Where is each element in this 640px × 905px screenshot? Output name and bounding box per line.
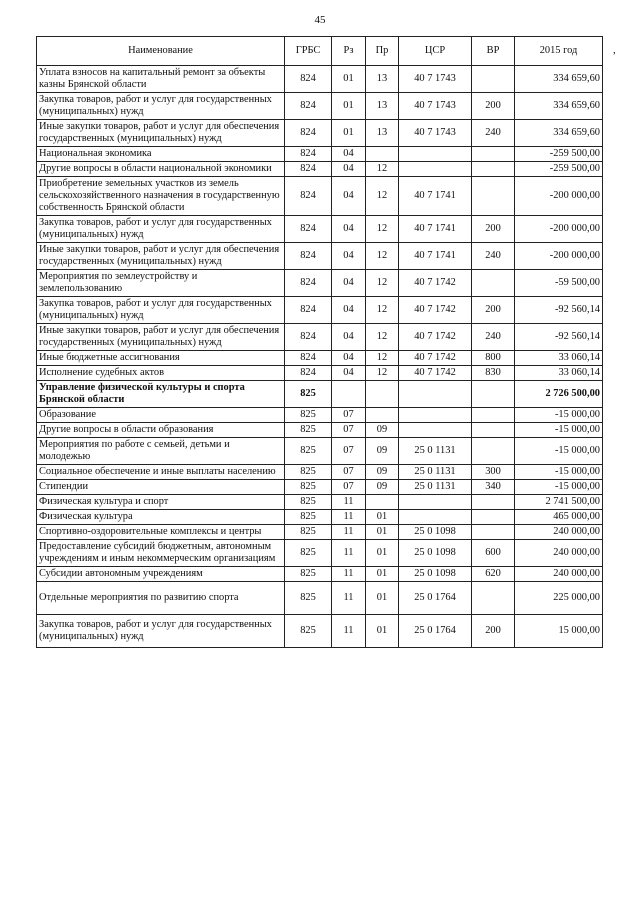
- cell-amount: -15 000,00: [515, 438, 603, 465]
- cell-rz: 04: [332, 351, 366, 366]
- cell-rz: 07: [332, 423, 366, 438]
- table-row: [37, 525, 603, 540]
- table-row: [37, 93, 603, 120]
- cell-grbs: 825: [285, 480, 332, 495]
- cell-csr: 25 0 1098: [399, 567, 472, 582]
- cell-rz: 11: [332, 510, 366, 525]
- cell-name: Физическая культура и спорт: [37, 495, 285, 510]
- cell-amount: -15 000,00: [515, 465, 603, 480]
- cell-vr: 200: [472, 615, 515, 648]
- cell-vr: [472, 438, 515, 465]
- cell-rz: [332, 381, 366, 408]
- cell-amount: 240 000,00: [515, 525, 603, 540]
- cell-csr: [399, 162, 472, 177]
- cell-vr: 300: [472, 465, 515, 480]
- cell-vr: 340: [472, 480, 515, 495]
- cell-amount: -200 000,00: [515, 177, 603, 216]
- cell-vr: [472, 495, 515, 510]
- budget-table: [36, 36, 603, 648]
- cell-csr: [399, 408, 472, 423]
- cell-grbs: 825: [285, 567, 332, 582]
- cell-pr: 12: [366, 324, 399, 351]
- cell-amount: 225 000,00: [515, 582, 603, 615]
- cell-name: Стипендии: [37, 480, 285, 495]
- header-name: Наименование: [37, 37, 285, 66]
- cell-pr: 09: [366, 423, 399, 438]
- cell-csr: 40 7 1743: [399, 120, 472, 147]
- cell-rz: 04: [332, 147, 366, 162]
- cell-csr: 40 7 1743: [399, 93, 472, 120]
- cell-name: Уплата взносов на капитальный ремонт за объекты казны Брянской области: [37, 66, 285, 93]
- table-row: [37, 408, 603, 423]
- table-row: [37, 567, 603, 582]
- cell-name: Иные бюджетные ассигнования: [37, 351, 285, 366]
- cell-csr: [399, 147, 472, 162]
- cell-pr: 12: [366, 297, 399, 324]
- cell-pr: 12: [366, 243, 399, 270]
- cell-vr: [472, 162, 515, 177]
- cell-rz: 01: [332, 66, 366, 93]
- cell-vr: [472, 423, 515, 438]
- cell-rz: 04: [332, 366, 366, 381]
- cell-grbs: 825: [285, 438, 332, 465]
- cell-name: Закупка товаров, работ и услуг для государственных (муниципальных) нужд: [37, 615, 285, 648]
- table-row: [37, 243, 603, 270]
- cell-csr: 40 7 1742: [399, 270, 472, 297]
- cell-pr: 13: [366, 93, 399, 120]
- table-row: [37, 465, 603, 480]
- cell-name: Социальное обеспечение и иные выплаты населению: [37, 465, 285, 480]
- cell-pr: 01: [366, 615, 399, 648]
- cell-pr: 01: [366, 540, 399, 567]
- cell-pr: 12: [366, 162, 399, 177]
- cell-pr: [366, 408, 399, 423]
- cell-vr: 200: [472, 297, 515, 324]
- cell-amount: -200 000,00: [515, 243, 603, 270]
- cell-pr: 12: [366, 270, 399, 297]
- cell-name: Исполнение судебных актов: [37, 366, 285, 381]
- cell-vr: 200: [472, 93, 515, 120]
- cell-amount: -59 500,00: [515, 270, 603, 297]
- cell-grbs: 825: [285, 540, 332, 567]
- table-row: [37, 582, 603, 615]
- table-row: [37, 324, 603, 351]
- header-csr: ЦСР: [399, 37, 472, 66]
- cell-csr: 40 7 1742: [399, 297, 472, 324]
- cell-name: Мероприятия по работе с семьей, детьми и молодежью: [37, 438, 285, 465]
- cell-csr: 40 7 1741: [399, 216, 472, 243]
- cell-name: Предоставление субсидий бюджетным, автономным учреждениям и иным некоммерческим организациям: [37, 540, 285, 567]
- cell-csr: [399, 510, 472, 525]
- cell-amount: 334 659,60: [515, 120, 603, 147]
- cell-name: Иные закупки товаров, работ и услуг для обеспечения государственных (муниципальных) нужд: [37, 324, 285, 351]
- cell-grbs: 825: [285, 465, 332, 480]
- cell-vr: 240: [472, 324, 515, 351]
- cell-csr: 40 7 1742: [399, 366, 472, 381]
- cell-csr: [399, 381, 472, 408]
- cell-grbs: 825: [285, 495, 332, 510]
- table-row: [37, 381, 603, 408]
- cell-grbs: 824: [285, 366, 332, 381]
- cell-pr: 13: [366, 66, 399, 93]
- cell-rz: 11: [332, 495, 366, 510]
- cell-rz: 11: [332, 567, 366, 582]
- cell-rz: 11: [332, 525, 366, 540]
- margin-mark: ,: [613, 44, 616, 56]
- cell-grbs: 824: [285, 147, 332, 162]
- cell-amount: 33 060,14: [515, 351, 603, 366]
- cell-name: Закупка товаров, работ и услуг для государственных (муниципальных) нужд: [37, 297, 285, 324]
- cell-csr: 40 7 1742: [399, 324, 472, 351]
- cell-name: Образование: [37, 408, 285, 423]
- cell-amount: -92 560,14: [515, 324, 603, 351]
- cell-name: Приобретение земельных участков из земель сельскохозяйственного назначения в государственную собственность Брянской области: [37, 177, 285, 216]
- cell-pr: [366, 147, 399, 162]
- header-rz: Рз: [332, 37, 366, 66]
- cell-vr: [472, 381, 515, 408]
- cell-name: Иные закупки товаров, работ и услуг для обеспечения государственных (муниципальных) нужд: [37, 243, 285, 270]
- cell-grbs: 825: [285, 615, 332, 648]
- table-row: [37, 510, 603, 525]
- cell-rz: 07: [332, 465, 366, 480]
- cell-pr: [366, 495, 399, 510]
- header-grbs: ГРБС: [285, 37, 332, 66]
- cell-vr: 200: [472, 216, 515, 243]
- cell-amount: -15 000,00: [515, 480, 603, 495]
- cell-grbs: 824: [285, 162, 332, 177]
- cell-name: Отдельные мероприятия по развитию спорта: [37, 582, 285, 615]
- cell-pr: 01: [366, 567, 399, 582]
- cell-rz: 07: [332, 480, 366, 495]
- cell-name: Другие вопросы в области национальной экономики: [37, 162, 285, 177]
- table-row: [37, 438, 603, 465]
- cell-pr: 01: [366, 510, 399, 525]
- header-year: 2015 год: [515, 37, 603, 66]
- cell-amount: 465 000,00: [515, 510, 603, 525]
- cell-pr: 12: [366, 177, 399, 216]
- cell-name: Мероприятия по землеустройству и землепользованию: [37, 270, 285, 297]
- cell-rz: 01: [332, 93, 366, 120]
- cell-rz: 04: [332, 243, 366, 270]
- cell-csr: 40 7 1741: [399, 177, 472, 216]
- cell-amount: 2 741 500,00: [515, 495, 603, 510]
- cell-rz: 04: [332, 162, 366, 177]
- cell-csr: [399, 423, 472, 438]
- cell-csr: 25 0 1098: [399, 540, 472, 567]
- cell-amount: -92 560,14: [515, 297, 603, 324]
- cell-grbs: 824: [285, 243, 332, 270]
- cell-rz: 07: [332, 438, 366, 465]
- cell-amount: 240 000,00: [515, 567, 603, 582]
- page-number: 45: [314, 14, 326, 26]
- cell-amount: 240 000,00: [515, 540, 603, 567]
- cell-amount: 334 659,60: [515, 93, 603, 120]
- cell-rz: 04: [332, 270, 366, 297]
- cell-vr: 800: [472, 351, 515, 366]
- cell-vr: [472, 66, 515, 93]
- cell-pr: 12: [366, 366, 399, 381]
- table-row: [37, 540, 603, 567]
- cell-amount: 334 659,60: [515, 66, 603, 93]
- table-row: [37, 423, 603, 438]
- cell-pr: 09: [366, 480, 399, 495]
- cell-vr: 620: [472, 567, 515, 582]
- cell-rz: 04: [332, 324, 366, 351]
- cell-grbs: 824: [285, 66, 332, 93]
- cell-grbs: 824: [285, 120, 332, 147]
- cell-rz: 11: [332, 540, 366, 567]
- table-row: [37, 66, 603, 93]
- cell-name: Закупка товаров, работ и услуг для государственных (муниципальных) нужд: [37, 93, 285, 120]
- cell-amount: 33 060,14: [515, 366, 603, 381]
- cell-grbs: 825: [285, 525, 332, 540]
- table-row: [37, 216, 603, 243]
- cell-vr: [472, 510, 515, 525]
- cell-csr: 25 0 1764: [399, 615, 472, 648]
- cell-amount: -200 000,00: [515, 216, 603, 243]
- cell-pr: 12: [366, 351, 399, 366]
- table-row: [37, 270, 603, 297]
- cell-amount: -259 500,00: [515, 147, 603, 162]
- cell-csr: 40 7 1743: [399, 66, 472, 93]
- cell-grbs: 825: [285, 408, 332, 423]
- cell-pr: 13: [366, 120, 399, 147]
- cell-name: Закупка товаров, работ и услуг для государственных (муниципальных) нужд: [37, 216, 285, 243]
- cell-grbs: 825: [285, 381, 332, 408]
- cell-rz: 04: [332, 216, 366, 243]
- table-row: [37, 480, 603, 495]
- cell-rz: 01: [332, 120, 366, 147]
- cell-vr: 240: [472, 120, 515, 147]
- cell-name: Иные закупки товаров, работ и услуг для обеспечения государственных (муниципальных) нужд: [37, 120, 285, 147]
- cell-grbs: 824: [285, 216, 332, 243]
- header-row: [37, 37, 603, 66]
- cell-rz: 07: [332, 408, 366, 423]
- table-row: [37, 120, 603, 147]
- cell-vr: 830: [472, 366, 515, 381]
- cell-name: Национальная экономика: [37, 147, 285, 162]
- header-vr: ВР: [472, 37, 515, 66]
- cell-csr: 25 0 1131: [399, 480, 472, 495]
- cell-csr: 25 0 1098: [399, 525, 472, 540]
- table-row: [37, 351, 603, 366]
- cell-grbs: 824: [285, 351, 332, 366]
- table-row: [37, 297, 603, 324]
- cell-csr: [399, 495, 472, 510]
- cell-grbs: 824: [285, 324, 332, 351]
- cell-rz: 11: [332, 615, 366, 648]
- cell-vr: 240: [472, 243, 515, 270]
- cell-grbs: 824: [285, 297, 332, 324]
- cell-amount: 2 726 500,00: [515, 381, 603, 408]
- cell-csr: 25 0 1131: [399, 465, 472, 480]
- table-row: [37, 177, 603, 216]
- cell-rz: 04: [332, 297, 366, 324]
- table-row: [37, 615, 603, 648]
- cell-pr: 12: [366, 216, 399, 243]
- cell-rz: 11: [332, 582, 366, 615]
- cell-csr: 40 7 1742: [399, 351, 472, 366]
- cell-vr: 600: [472, 540, 515, 567]
- cell-amount: -15 000,00: [515, 408, 603, 423]
- cell-pr: 01: [366, 525, 399, 540]
- cell-grbs: 824: [285, 177, 332, 216]
- cell-grbs: 824: [285, 270, 332, 297]
- cell-vr: [472, 582, 515, 615]
- cell-pr: 09: [366, 465, 399, 480]
- cell-rz: 04: [332, 177, 366, 216]
- cell-amount: -15 000,00: [515, 423, 603, 438]
- table-row: [37, 495, 603, 510]
- cell-pr: 01: [366, 582, 399, 615]
- cell-vr: [472, 147, 515, 162]
- cell-name: Физическая культура: [37, 510, 285, 525]
- cell-csr: 40 7 1741: [399, 243, 472, 270]
- cell-name: Субсидии автономным учреждениям: [37, 567, 285, 582]
- header-pr: Пр: [366, 37, 399, 66]
- table-row: [37, 147, 603, 162]
- cell-grbs: 825: [285, 510, 332, 525]
- table-row: [37, 162, 603, 177]
- cell-name: Другие вопросы в области образования: [37, 423, 285, 438]
- cell-vr: [472, 270, 515, 297]
- table-body: [37, 66, 603, 648]
- cell-vr: [472, 408, 515, 423]
- cell-grbs: 825: [285, 423, 332, 438]
- cell-pr: 09: [366, 438, 399, 465]
- cell-csr: 25 0 1764: [399, 582, 472, 615]
- cell-amount: -259 500,00: [515, 162, 603, 177]
- cell-name: Управление физической культуры и спорта Брянской области: [37, 381, 285, 408]
- table-row: [37, 366, 603, 381]
- cell-pr: [366, 381, 399, 408]
- cell-grbs: 825: [285, 582, 332, 615]
- cell-vr: [472, 525, 515, 540]
- cell-name: Спортивно-оздоровительные комплексы и центры: [37, 525, 285, 540]
- cell-vr: [472, 177, 515, 216]
- cell-grbs: 824: [285, 93, 332, 120]
- cell-csr: 25 0 1131: [399, 438, 472, 465]
- cell-amount: 15 000,00: [515, 615, 603, 648]
